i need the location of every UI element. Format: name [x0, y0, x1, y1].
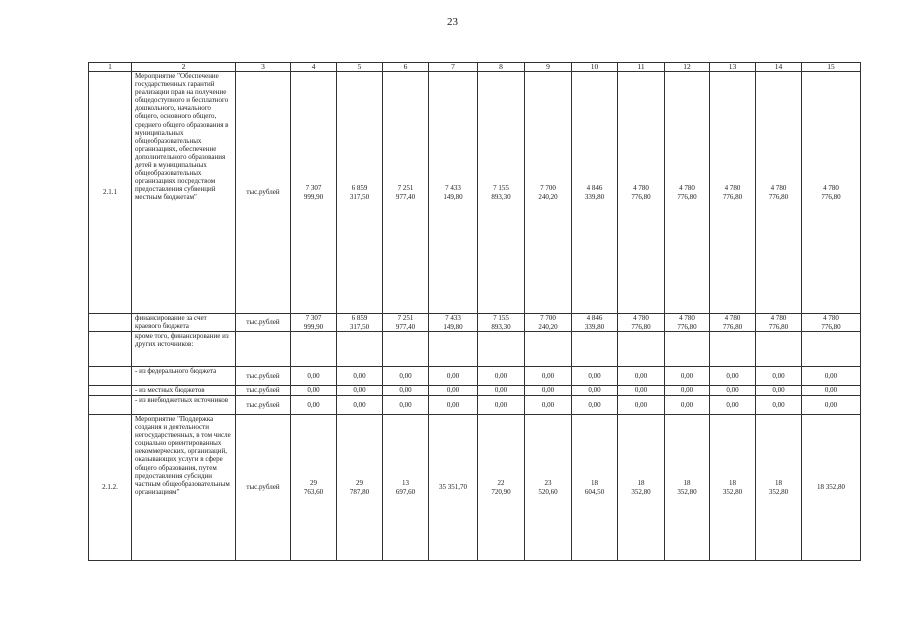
value-cell: 7 155 893,30 [478, 314, 525, 332]
value-cell: 4 780 776,80 [756, 72, 802, 314]
row-description: Мероприятие "Обеспечение государственных гарантий реализации прав на получение общедоступного и бесплатного дошкольного, начального общего, основного общего, среднего общего образования в муниципальных общеобразовательных организациях, обеспечение дополнительного образования детей в муниципальных общеобразовательных организациях посредством предоставления субвенций местным бюджетам" [132, 72, 236, 314]
value-cell: 7 700 240,20 [525, 72, 572, 314]
row-federal [89, 367, 861, 386]
value-cell: 0,00 [383, 367, 429, 386]
value-cell: 4 780 776,80 [618, 72, 665, 314]
value-cell: 4 780 776,80 [665, 72, 710, 314]
value-cell: 0,00 [756, 367, 802, 386]
header-cell: 14 [756, 63, 802, 72]
value-cell: 4 846 339,80 [572, 72, 618, 314]
value-cell: 7 307 999,90 [291, 314, 337, 332]
value-cell: 4 780 776,80 [756, 314, 802, 332]
value-cell [802, 332, 861, 367]
row-unit: тыс.рублей [236, 386, 291, 396]
row-number [89, 332, 132, 367]
header-cell: 11 [618, 63, 665, 72]
row-description: - из местных бюджетов [132, 386, 236, 396]
value-cell [618, 332, 665, 367]
value-cell: 0,00 [710, 396, 756, 415]
value-cell: 0,00 [478, 396, 525, 415]
row-local [89, 386, 861, 396]
header-row [89, 63, 861, 72]
value-cell: 0,00 [337, 386, 383, 396]
row-number [89, 386, 132, 396]
value-cell: 0,00 [429, 367, 478, 386]
value-cell: 0,00 [337, 396, 383, 415]
value-cell: 7 251 977,40 [383, 72, 429, 314]
value-cell: 0,00 [337, 367, 383, 386]
budget-table [88, 62, 861, 561]
value-cell: 7 433 149,80 [429, 72, 478, 314]
value-cell: 35 351,70 [429, 415, 478, 561]
value-cell: 29 763,60 [291, 415, 337, 561]
header-cell: 15 [802, 63, 861, 72]
value-cell: 29 787,80 [337, 415, 383, 561]
value-cell: 18 604,50 [572, 415, 618, 561]
value-cell: 0,00 [710, 386, 756, 396]
value-cell: 18 352,80 [802, 415, 861, 561]
value-cell: 0,00 [525, 386, 572, 396]
header-cell: 3 [236, 63, 291, 72]
value-cell: 0,00 [429, 396, 478, 415]
value-cell: 0,00 [572, 367, 618, 386]
row-offbudget [89, 396, 861, 415]
row-unit: тыс.рублей [236, 314, 291, 332]
header-cell: 6 [383, 63, 429, 72]
value-cell: 18 352,80 [756, 415, 802, 561]
row-regional [89, 314, 861, 332]
value-cell: 0,00 [478, 386, 525, 396]
value-cell: 18 352,80 [710, 415, 756, 561]
value-cell: 0,00 [572, 386, 618, 396]
value-cell [665, 332, 710, 367]
value-cell: 0,00 [383, 396, 429, 415]
value-cell: 22 720,90 [478, 415, 525, 561]
row-description: финансирование за счет краевого бюджета [132, 314, 236, 332]
row-number [89, 314, 132, 332]
value-cell: 0,00 [291, 386, 337, 396]
value-cell [429, 332, 478, 367]
header-cell: 10 [572, 63, 618, 72]
value-cell: 23 520,60 [525, 415, 572, 561]
value-cell: 7 155 893,30 [478, 72, 525, 314]
page-number: 23 [447, 16, 458, 28]
row-unit: тыс.рублей [236, 367, 291, 386]
value-cell: 0,00 [525, 367, 572, 386]
header-cell: 2 [132, 63, 236, 72]
row-description: кроме того, финансирование из других источников: [132, 332, 236, 367]
value-cell [383, 332, 429, 367]
value-cell: 4 780 776,80 [802, 72, 861, 314]
value-cell: 4 846 339,80 [572, 314, 618, 332]
value-cell: 4 780 776,80 [802, 314, 861, 332]
value-cell: 7 307 999,90 [291, 72, 337, 314]
value-cell: 18 352,80 [618, 415, 665, 561]
row-other-sources [89, 332, 861, 367]
row-unit: тыс.рублей [236, 396, 291, 415]
value-cell [337, 332, 383, 367]
value-cell: 6 859 317,50 [337, 314, 383, 332]
value-cell: 0,00 [802, 386, 861, 396]
value-cell: 0,00 [710, 367, 756, 386]
row-number [89, 367, 132, 386]
header-cell: 12 [665, 63, 710, 72]
header-cell: 13 [710, 63, 756, 72]
value-cell: 4 780 776,80 [665, 314, 710, 332]
value-cell: 0,00 [756, 396, 802, 415]
row-description: - из федерального бюджета [132, 367, 236, 386]
value-cell: 0,00 [802, 396, 861, 415]
value-cell: 0,00 [665, 367, 710, 386]
value-cell: 0,00 [525, 396, 572, 415]
row-number: 2.1.2. [89, 415, 132, 561]
value-cell: 7 700 240,20 [525, 314, 572, 332]
row-number [89, 396, 132, 415]
value-cell [572, 332, 618, 367]
value-cell: 0,00 [665, 396, 710, 415]
header-cell: 4 [291, 63, 337, 72]
row-unit: тыс.рублей [236, 415, 291, 561]
value-cell: 0,00 [291, 367, 337, 386]
value-cell: 0,00 [618, 386, 665, 396]
value-cell: 18 352,80 [665, 415, 710, 561]
row-description: Мероприятие "Поддержка создания и деятельности негосударственных, в том числе социально ориентированных некоммерческих, организаций, оказывающих услуги в сфере общего образования, путем предоставления субсидии частным общеобразовательным организациям" [132, 415, 236, 561]
header-cell: 5 [337, 63, 383, 72]
value-cell: 0,00 [291, 396, 337, 415]
header-cell: 1 [89, 63, 132, 72]
value-cell: 0,00 [383, 386, 429, 396]
value-cell: 0,00 [572, 396, 618, 415]
value-cell: 0,00 [429, 386, 478, 396]
value-cell [756, 332, 802, 367]
row-unit [236, 332, 291, 367]
value-cell: 0,00 [618, 396, 665, 415]
value-cell: 4 780 776,80 [710, 72, 756, 314]
value-cell: 0,00 [478, 367, 525, 386]
value-cell [478, 332, 525, 367]
header-cell: 7 [429, 63, 478, 72]
row-description: - из внебюджетных источников [132, 396, 236, 415]
value-cell: 4 780 776,80 [618, 314, 665, 332]
value-cell: 4 780 776,80 [710, 314, 756, 332]
value-cell: 7 251 977,40 [383, 314, 429, 332]
value-cell: 0,00 [802, 367, 861, 386]
value-cell [710, 332, 756, 367]
value-cell: 13 697,60 [383, 415, 429, 561]
row-2-1-1 [89, 72, 861, 314]
row-unit: тыс.рублей [236, 72, 291, 314]
header-cell: 9 [525, 63, 572, 72]
value-cell: 6 859 317,50 [337, 72, 383, 314]
value-cell: 0,00 [618, 367, 665, 386]
row-number: 2.1.1 [89, 72, 132, 314]
row-2-1-2 [89, 415, 861, 561]
value-cell [291, 332, 337, 367]
header-cell: 8 [478, 63, 525, 72]
value-cell [525, 332, 572, 367]
value-cell: 0,00 [756, 386, 802, 396]
value-cell: 0,00 [665, 386, 710, 396]
value-cell: 7 433 149,80 [429, 314, 478, 332]
